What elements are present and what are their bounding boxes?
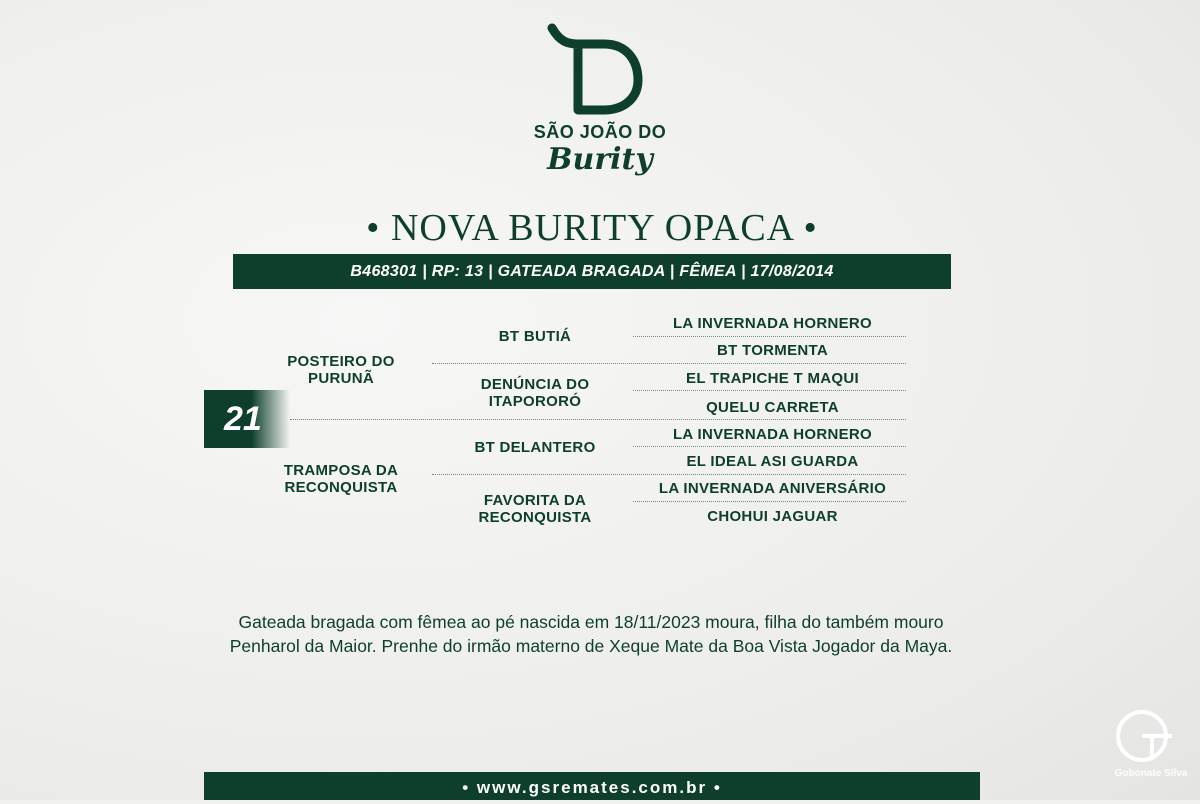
pedigree-divider-dam xyxy=(432,474,906,475)
pedigree-divider-ggp-4 xyxy=(633,501,906,502)
logo-line-1: SÃO JOÃO DO xyxy=(533,122,667,142)
watermark xyxy=(1112,706,1188,796)
watermark-text: Gobonate Silva xyxy=(1114,768,1188,779)
pedigree-divider-ggp-1 xyxy=(633,336,906,337)
pedigree-sire-dam: DENÚNCIA DO ITAPORORÓ xyxy=(480,376,590,410)
lot-number: 21 xyxy=(204,390,290,448)
pedigree-divider-sire xyxy=(432,363,906,364)
pedigree-ggp-7: LA INVERNADA ANIVERSÁRIO xyxy=(658,480,887,497)
pedigree-ggp-3: EL TRAPICHE T MAQUI xyxy=(686,370,859,387)
pedigree-ggp-4: QUELU CARRETA xyxy=(706,399,839,416)
pedigree-divider-ggp-3 xyxy=(633,446,906,447)
pedigree-divider-main xyxy=(290,419,906,420)
pedigree-ggp-2: BT TORMENTA xyxy=(716,342,829,359)
pedigree-ggp-1: LA INVERNADA HORNERO xyxy=(672,315,873,332)
pedigree-dam-sire: BT DELANTERO xyxy=(474,439,596,456)
pedigree-sire-sire: BT BUTIÁ xyxy=(498,328,572,345)
pedigree-dam: TRAMPOSA DA RECONQUISTA xyxy=(283,462,399,496)
info-bar: B468301 | RP: 13 | GATEADA BRAGADA | FÊMEA | 17/08/2014 xyxy=(233,254,951,289)
pedigree-ggp-8: CHOHUI JAGUAR xyxy=(707,508,838,525)
logo-line-2: Burity xyxy=(547,142,653,177)
pedigree-divider-ggp-2 xyxy=(633,390,906,391)
logo xyxy=(520,22,680,182)
pedigree-ggp-5: LA INVERNADA HORNERO xyxy=(672,426,873,443)
watermark-logo-icon xyxy=(1112,706,1176,768)
description: Gateada bragada com fêmea ao pé nascida em 18/11/2023 moura, filha do também mouro Penharol da Maior. Prenhe do irmão materno de Xeque Mate da Boa Vista Jogador da Maya. xyxy=(229,612,953,656)
animal-name: • NOVA BURITY OPACA • xyxy=(366,207,818,249)
pedigree-sire: POSTEIRO DO PURUNÃ xyxy=(287,353,395,387)
logo-d-icon xyxy=(520,22,680,122)
pedigree-dam-dam: FAVORITA DA RECONQUISTA xyxy=(478,492,592,526)
footer-website-link[interactable]: • www.gsremates.com.br • xyxy=(204,772,980,800)
pedigree-ggp-6: EL IDEAL ASI GUARDA xyxy=(686,453,859,470)
